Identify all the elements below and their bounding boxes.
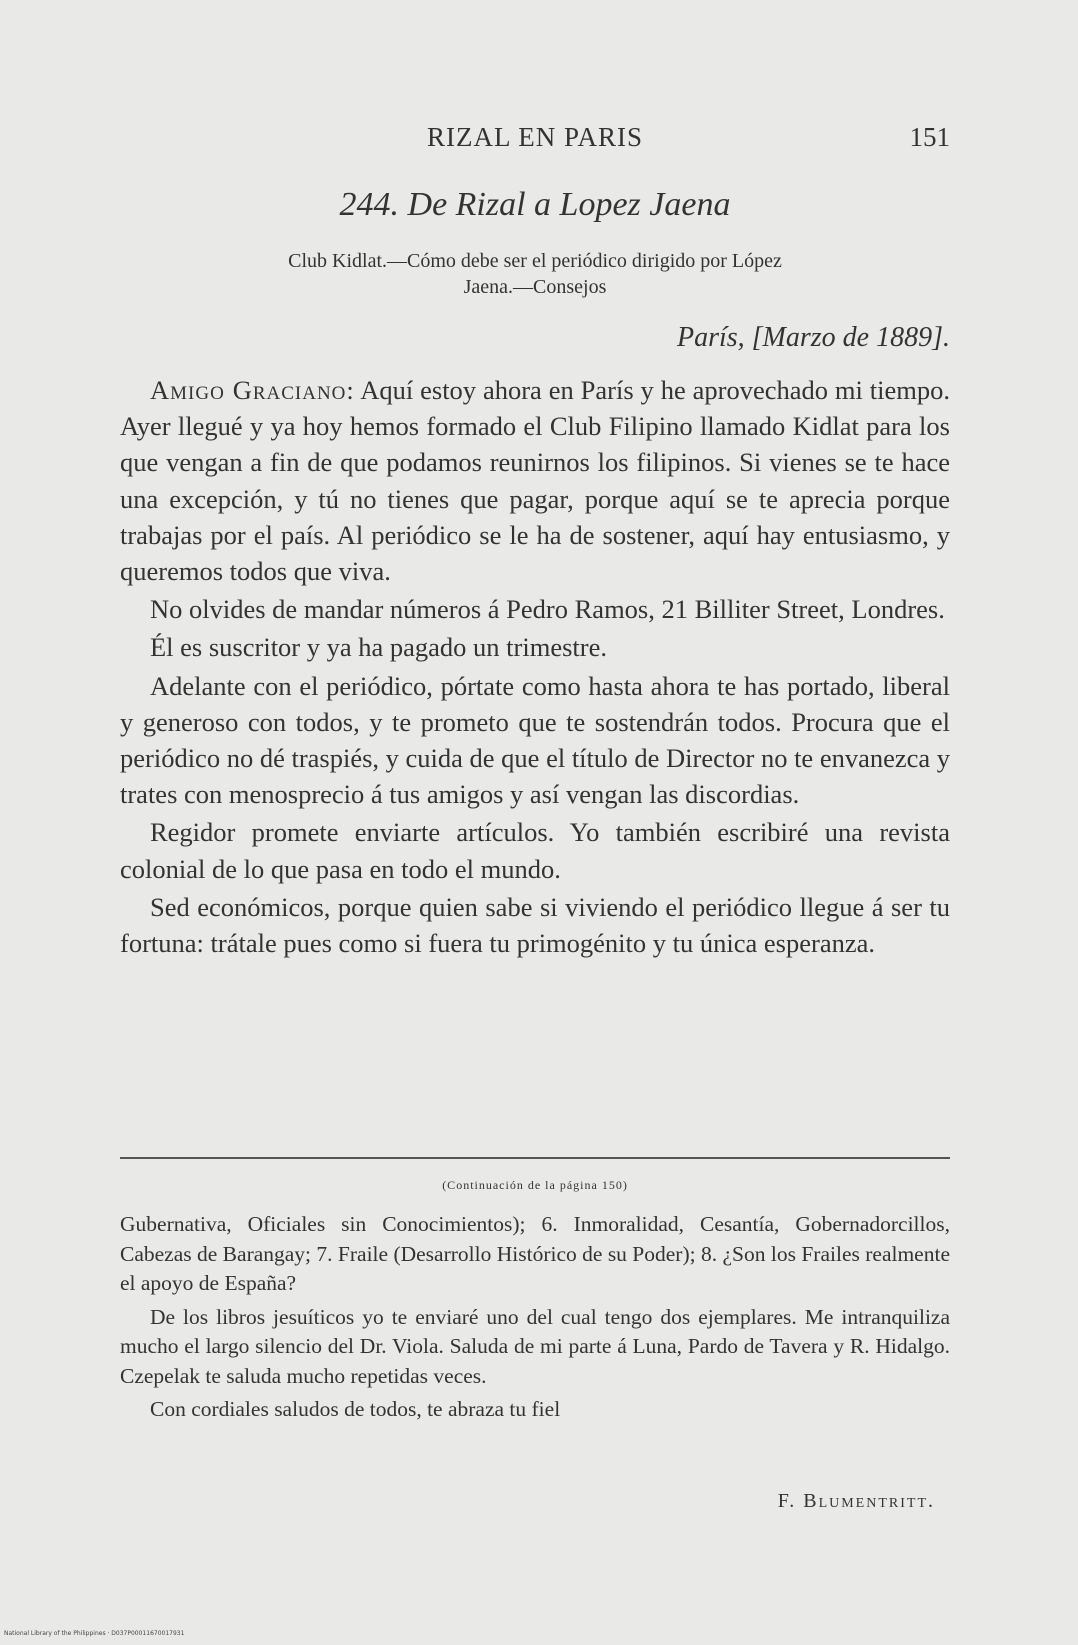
summary-line: Club Kidlat.—Cómo debe ser el periódico dirigido por López bbox=[288, 250, 782, 272]
dateline: París, [Marzo de 1889]. bbox=[676, 322, 950, 353]
body-paragraph: Regidor promete enviarte artículos. Yo también escribiré una revista colonial de lo que pasa en todo el mundo. bbox=[120, 817, 950, 884]
paragraph-text: Aquí estoy ahora en París y he aprovechado mi tiempo. Ayer llegué y ya hoy hemos formado el Club Filipino llamado Kidlat para los que vengan a fin de que podamos reunirnos los filipinos. Si vienes se te hace una excepción, y tú no tienes que pagar, porque aquí se te aprecia porque trabajas por el país. Al periódico se le ha de sostener, aquí hay entusiasmo, y queremos todos que viva. bbox=[120, 375, 950, 587]
letter-summary bbox=[175, 248, 895, 300]
page-number: 151 bbox=[909, 122, 950, 152]
letter-body bbox=[120, 372, 950, 963]
scan-source-line: National Library of the Philippines · D037P00011670017931 bbox=[4, 1630, 185, 1637]
summary-line: Jaena.—Consejos bbox=[463, 276, 607, 298]
body-paragraph: No olvides de mandar números á Pedro Ramos, 21 Billiter Street, Londres. bbox=[150, 594, 945, 625]
body-paragraph bbox=[120, 372, 950, 589]
continuation-paragraph: Gubernativa, Oficiales sin Conocimientos); 6. Inmoralidad, Cesantía, Gobernadorcillos, Cabezas de Barangay; 7. Fraile (Desarrollo Histórico de su Poder); 8. ¿Son los Frailes realmente el apoyo de España? bbox=[120, 1212, 950, 1295]
letter-heading: 244. De Rizal a Lopez Jaena bbox=[339, 186, 731, 223]
body-paragraph: Sed económicos, porque quien sabe si viviendo el periódico llegue á ser tu fortuna: trátale pues como si fuera tu primogénito y tu única esperanza. bbox=[120, 891, 950, 959]
salutation: Amigo Graciano: bbox=[150, 375, 355, 405]
continuation-paragraph: De los libros jesuíticos yo te enviaré uno del cual tengo dos ejemplares. Me intranquiliza mucho el largo silencio del Dr. Viola. Saluda de mi parte á Luna, Pardo de Tavera y R. Hidalgo. Czepelak te saluda mucho repetidas veces. bbox=[120, 1304, 950, 1388]
signature: F. Blumentritt. bbox=[777, 1490, 935, 1512]
continuation-text bbox=[120, 1210, 950, 1429]
continuation-note: (Continuación de la página 150) bbox=[442, 1178, 628, 1192]
running-head bbox=[120, 122, 950, 158]
continuation-paragraph: Con cordiales saludos de todos, te abraza tu fiel bbox=[150, 1397, 561, 1421]
body-paragraph: Adelante con el periódico, pórtate como hasta ahora te has portado, liberal y generoso con todos, y te prometo que te sostendrán todos. Procura que el periódico no dé traspiés, y cuida de que el título de Director no te envanezca y trates con menosprecio á tus amigos y así vengan las discordias. bbox=[120, 670, 951, 810]
body-paragraph: Él es suscritor y ya ha pagado un trimestre. bbox=[150, 632, 607, 663]
section-divider bbox=[120, 1157, 950, 1159]
running-title: RIZAL EN PARIS bbox=[426, 122, 644, 152]
